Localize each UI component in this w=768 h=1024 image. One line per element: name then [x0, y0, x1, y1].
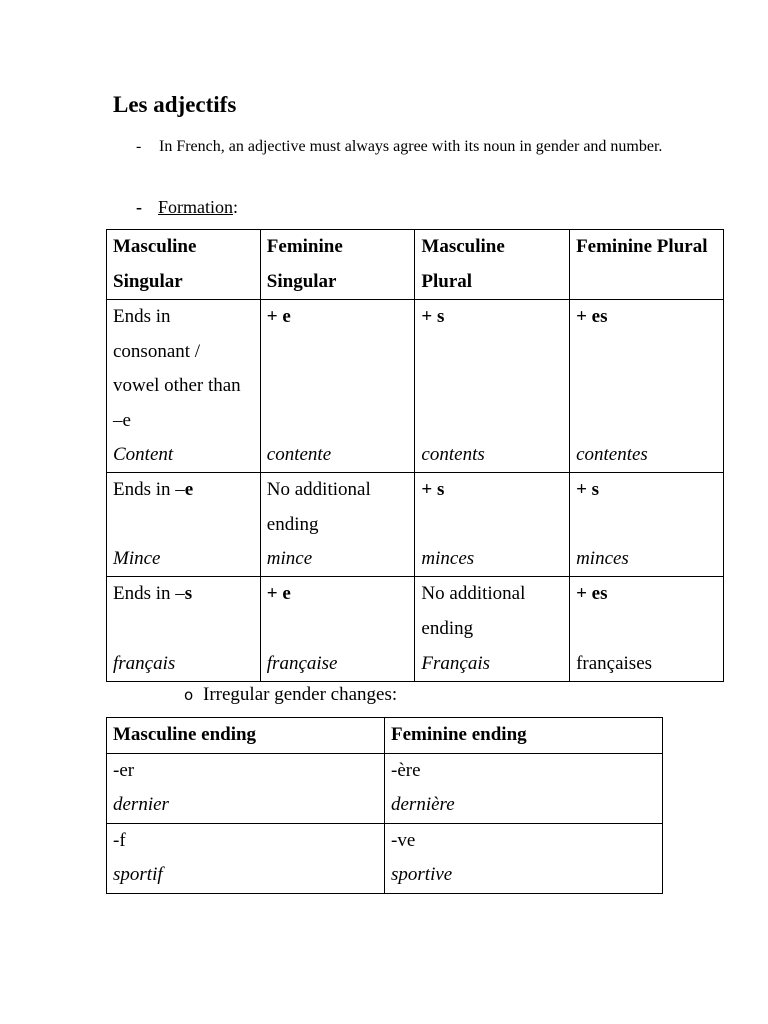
example-word: contents — [421, 443, 485, 465]
header-line1: Feminine Plural — [576, 236, 708, 257]
example-word: françaises — [576, 652, 653, 674]
example-word: française — [266, 652, 338, 674]
example-word: contentes — [576, 443, 648, 465]
header-cell — [570, 230, 724, 300]
ending-text: + s — [421, 479, 445, 500]
example-word: mince — [266, 547, 313, 569]
example-word: dernière — [391, 794, 455, 815]
example-word: minces — [576, 547, 629, 569]
table-cell — [107, 473, 261, 577]
header-line2: Singular — [113, 270, 183, 292]
table-cell — [385, 753, 663, 823]
table-cell — [570, 300, 724, 473]
table-cell — [415, 473, 570, 577]
ending-text: + s — [576, 479, 600, 500]
irregular-heading — [184, 681, 397, 709]
example-word: dernier — [113, 794, 169, 815]
ending-text: + es — [576, 306, 608, 327]
intro-bullet — [136, 132, 696, 162]
page-title: Les adjectifs — [113, 92, 237, 117]
header-cell — [107, 230, 261, 300]
ending-text: -ère — [391, 759, 421, 781]
example-word: Français — [421, 652, 491, 674]
table-row — [107, 473, 724, 577]
table-row — [107, 577, 724, 682]
example-word: Content — [113, 443, 174, 465]
table-cell — [570, 577, 724, 682]
rule-text — [113, 473, 254, 508]
table-cell — [260, 300, 415, 473]
example-word: Mince — [113, 547, 161, 569]
table-row — [107, 823, 663, 893]
header-cell: Masculine ending — [107, 718, 385, 754]
header-cell — [415, 230, 570, 300]
header-cell: Feminine ending — [385, 718, 663, 754]
table-cell — [107, 753, 385, 823]
ending-text: No additional ending — [421, 583, 526, 639]
irregular-label: Irregular gender changes: — [203, 684, 398, 705]
formation-heading — [136, 193, 238, 221]
example-word: contente — [266, 443, 332, 465]
formation-colon: : — [233, 197, 239, 217]
header-line2: Plural — [421, 270, 473, 292]
ending-text: -ve — [391, 829, 416, 851]
table-cell — [415, 577, 570, 682]
table-cell — [107, 823, 385, 893]
table-header-row — [107, 230, 724, 300]
table-row — [107, 300, 724, 473]
rule-text: Ends in consonant / vowel other than –e — [113, 306, 241, 431]
ending-text: No additional ending — [266, 479, 371, 535]
table-header-row — [107, 718, 663, 754]
header-line1: Feminine — [266, 236, 343, 257]
ending-text: + e — [266, 306, 291, 327]
dash-bullet: - — [136, 138, 142, 155]
example-word: sportive — [391, 864, 453, 885]
example-word: sportif — [113, 864, 163, 885]
table-cell — [415, 300, 570, 473]
example-word: français — [113, 652, 176, 674]
ending-text: -er — [113, 759, 135, 781]
ending-text: -f — [113, 829, 126, 851]
circle-bullet-icon: o — [184, 686, 194, 704]
header-line1: Masculine — [421, 236, 505, 257]
ending-text: + es — [576, 583, 608, 604]
rule-text — [113, 577, 254, 612]
irregular-table — [106, 717, 663, 894]
table-cell — [570, 473, 724, 577]
table-cell — [107, 300, 261, 473]
rule-letter: e — [184, 479, 194, 500]
table-row — [107, 753, 663, 823]
rule-prefix: Ends in – — [113, 583, 185, 604]
dash-bullet: - — [136, 197, 142, 217]
table-cell — [385, 823, 663, 893]
ending-text: + e — [266, 583, 291, 604]
ending-text: + s — [421, 306, 445, 327]
header-line1: Masculine — [113, 236, 197, 257]
header-line2: Singular — [266, 270, 337, 292]
rule-prefix: Ends in – — [113, 479, 185, 500]
formation-label: Formation — [158, 197, 233, 217]
table-cell — [260, 577, 415, 682]
rule-letter: s — [184, 583, 193, 604]
intro-text: In French, an adjective must always agree with its noun in gender and number. — [159, 138, 663, 155]
table-cell — [107, 577, 261, 682]
formation-table — [106, 229, 724, 682]
example-word: minces — [421, 547, 475, 569]
table-cell — [260, 473, 415, 577]
header-cell — [260, 230, 415, 300]
